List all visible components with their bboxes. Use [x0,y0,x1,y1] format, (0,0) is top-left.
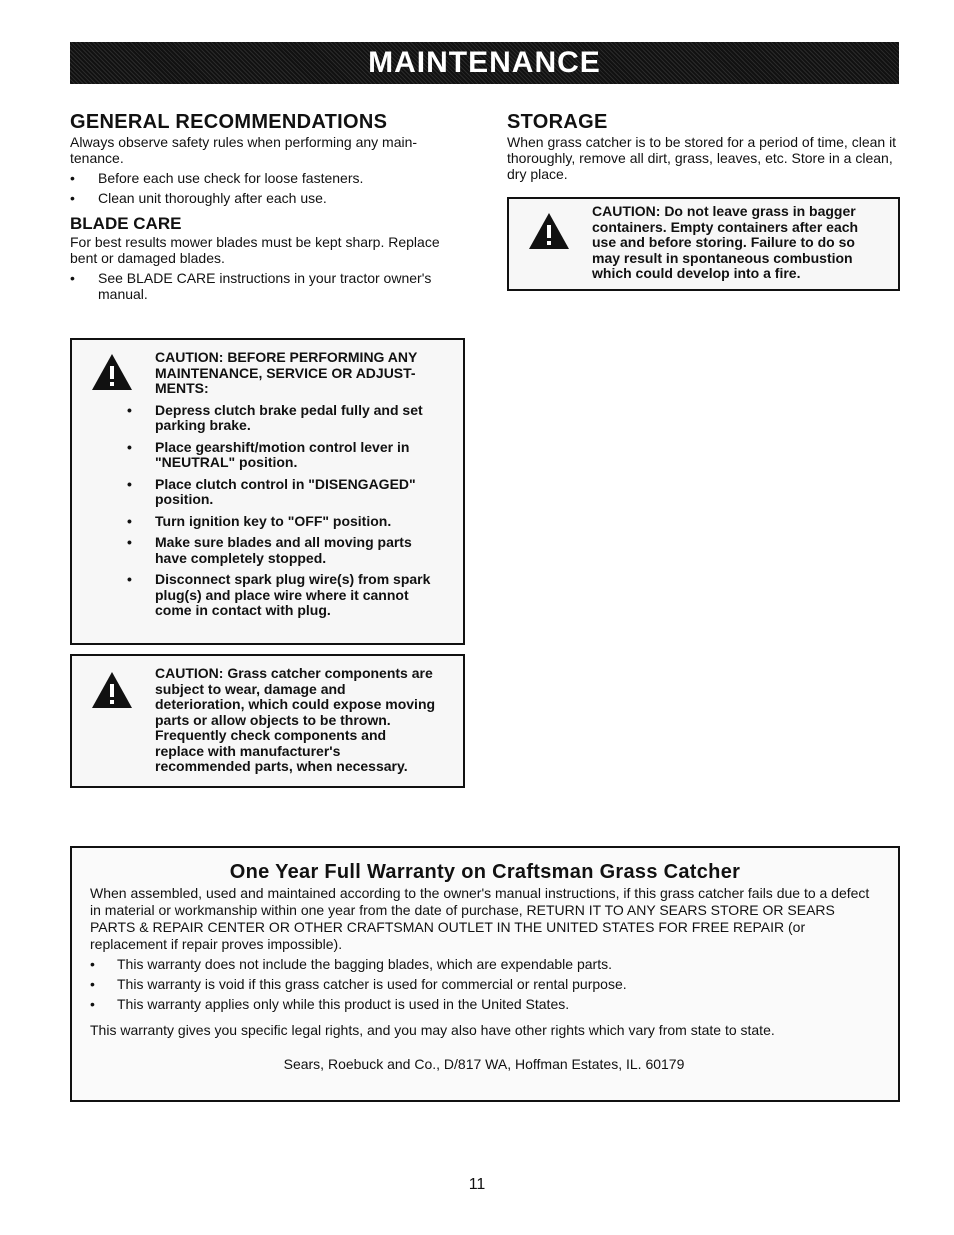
caution-box-storage [507,197,900,291]
caution-maintenance-bullets [155,403,437,619]
storage-heading: STORAGE [507,111,608,133]
warranty-box [70,846,900,1102]
storage-text: When grass catcher is to be stored for a period of time, clean it thoroughly, remove all dirt, grass, leaves, etc. Store in a clean, dry place. [507,134,897,182]
section-banner [70,42,899,84]
caution-box-maintenance [70,338,465,645]
list-item: • Disconnect spark plug wire(s) from spark plug(s) and place wire where it cannot come in contact with plug. [155,572,437,619]
caution-box-components [70,654,465,788]
page-number: 11 [468,1176,486,1193]
list-item: • Place gearshift/motion control lever in "NEUTRAL" position. [155,440,437,471]
blade-care-text: For best results mower blades must be kept sharp. Replace bent or damaged blades. [70,234,440,266]
warranty-address: Sears, Roebuck and Co., D/817 WA, Hoffman Estates, IL. 60179 [283,1056,685,1072]
list-item: • Before each use check for loose fasteners. [70,170,465,186]
blade-care-heading: BLADE CARE [70,214,182,233]
general-intro: Always observe safety rules when performing any main- tenance. [70,134,418,166]
warranty-rights: This warranty gives you specific legal rights, and you may also have other rights which vary from state to state. [90,1022,775,1038]
caution-components-text: CAUTION: Grass catcher components are subject to wear, damage and deterioration, which could expose moving parts or allow objects to be thrown. Frequently check components and replace with manufacturer's recommended parts, when necessary. [155,665,436,774]
warranty-heading: One Year Full Warranty on Craftsman Grass Catcher [229,861,741,883]
banner-title: MAINTENANCE [368,46,601,79]
list-item: • This warranty does not include the bagging blades, which are expendable parts. [90,956,878,973]
warning-triangle-icon [90,352,134,392]
list-item: • Place clutch control in "DISENGAGED" position. [155,477,437,508]
list-item: • See BLADE CARE instructions in your tractor owner's manual. [70,270,465,302]
left-column [70,110,465,302]
list-item: • This warranty applies only while this product is used in the United States. [90,996,878,1013]
list-item: • This warranty is void if this grass catcher is used for commercial or rental purpose. [90,976,878,993]
list-item: • Make sure blades and all moving parts have completely stopped. [155,535,437,566]
list-item: • Depress clutch brake pedal fully and set parking brake. [155,403,437,434]
warranty-body: When assembled, used and maintained according to the owner's manual instructions, if this grass catcher fails due to a defect in material or workmanship within one year from the date of purchase, RETURN IT TO ANY SEARS STORE OR SEARS PARTS & REPAIR CENTER OR OTHER CRAFTSMAN OUTLET IN THE UNITED STATES FOR FREE REPAIR (or replacement if repair proves impossible). [90,885,870,952]
list-item: • Turn ignition key to "OFF" position. [155,514,437,530]
list-item: • Clean unit thoroughly after each use. [70,190,465,206]
general-bullets [70,170,465,206]
warning-triangle-icon [90,670,134,710]
caution-maintenance-title: CAUTION: BEFORE PERFORMING ANY MAINTENANCE, SERVICE OR ADJUST- MENTS: [155,349,418,396]
general-recommendations-heading: GENERAL RECOMMENDATIONS [70,111,388,133]
right-column [507,110,900,182]
warranty-bullets [90,956,878,1013]
warning-triangle-icon [527,211,571,251]
caution-storage-text: CAUTION: Do not leave grass in bagger containers. Empty containers after each use and before storing. Failure to do so may result in spontaneous combustion which could develop into a fire. [592,203,859,281]
blade-care-bullets [70,270,465,302]
